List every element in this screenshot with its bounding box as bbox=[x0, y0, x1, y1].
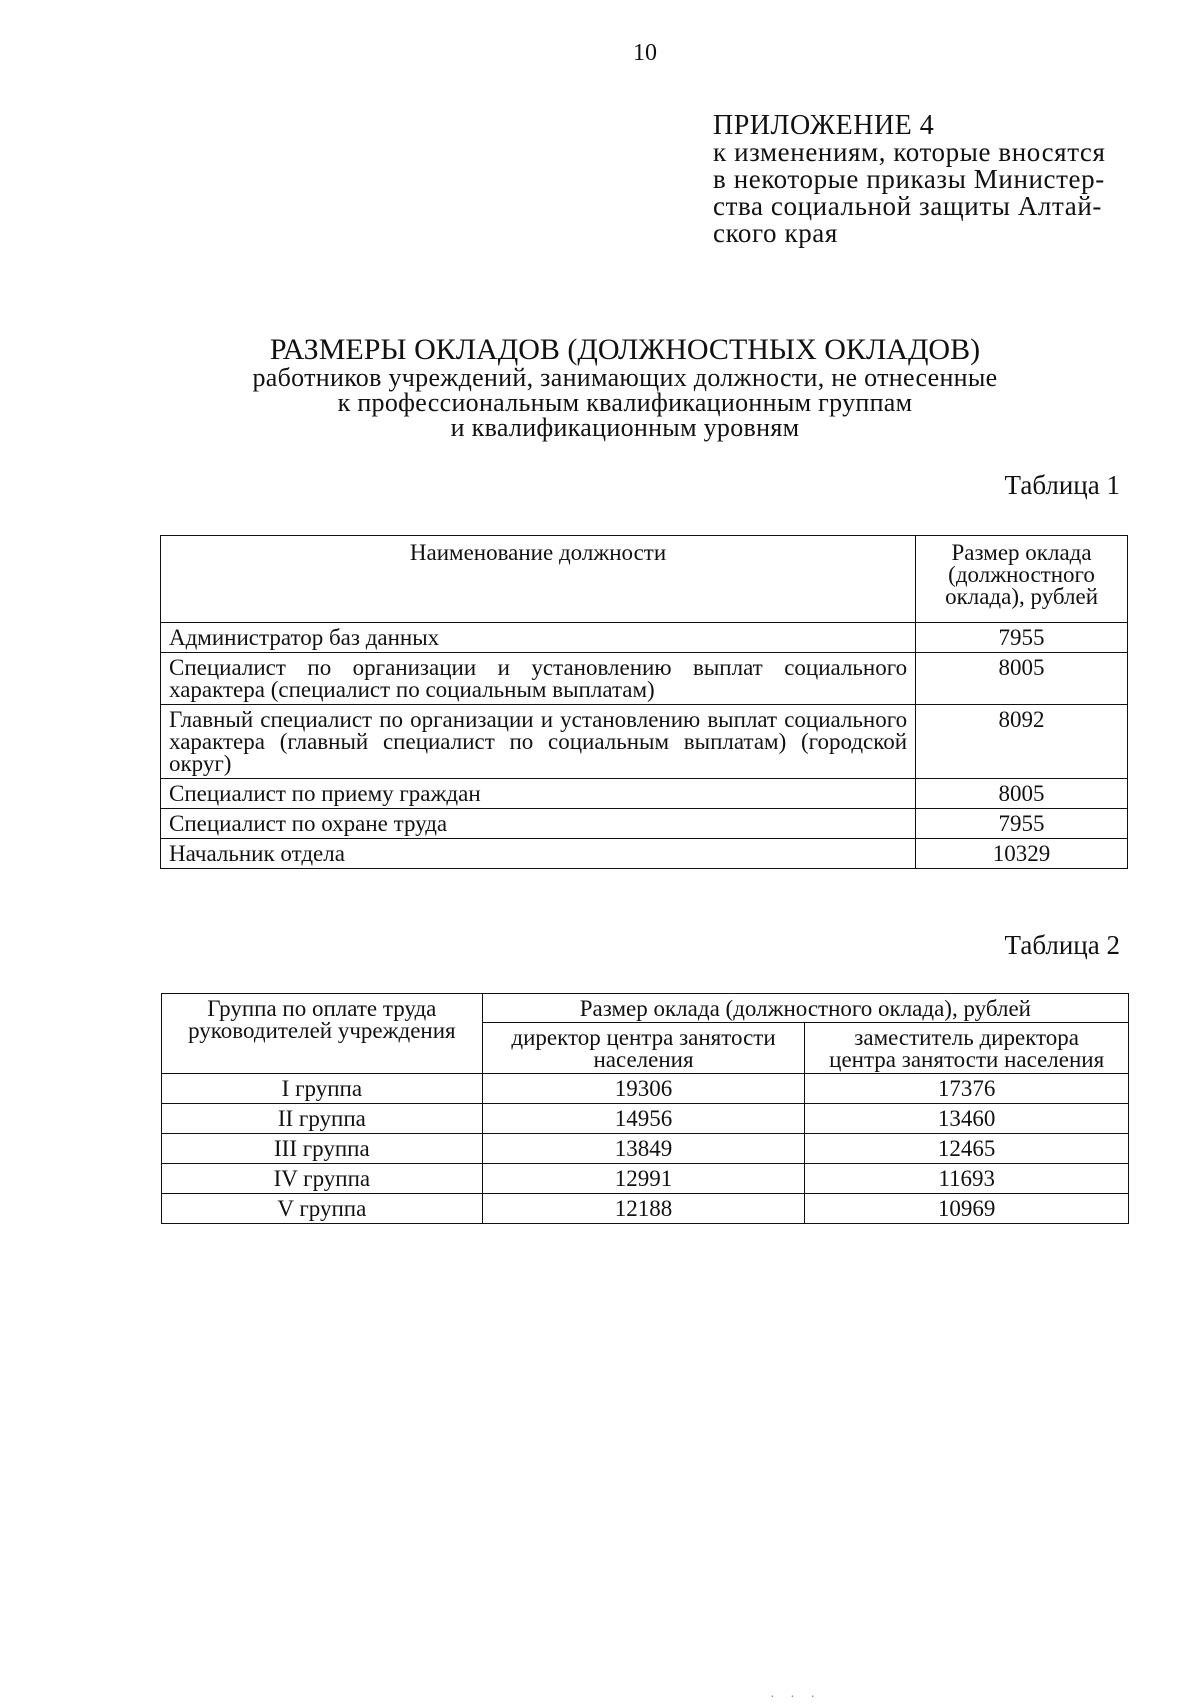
table-row bbox=[161, 623, 1128, 653]
position-name-cell: Главный специалист по организации и установлению выплат социального характера (главный специалист по социальным выплатам) (городской округ) bbox=[161, 705, 916, 779]
table-row bbox=[161, 809, 1128, 839]
group-cell: IV группа bbox=[162, 1164, 483, 1194]
scan-artifact: · · · bbox=[770, 1690, 821, 1705]
director-salary-cell: 19306 bbox=[482, 1074, 805, 1104]
table-row bbox=[162, 1134, 1129, 1164]
heading-subtitle-line: и квалификационным уровням bbox=[450, 413, 800, 442]
deputy-salary-cell: 10969 bbox=[805, 1194, 1129, 1224]
position-name-cell: Начальник отдела bbox=[161, 839, 916, 869]
manager-salary-table bbox=[161, 993, 1129, 1224]
positions-salary-table bbox=[160, 535, 1128, 869]
deputy-header-line: заместитель директора bbox=[854, 1025, 1080, 1050]
group-cell: V группа bbox=[162, 1194, 483, 1224]
group-cell: II группа bbox=[162, 1104, 483, 1134]
table-header-row bbox=[161, 536, 1128, 623]
position-name-cell: Администратор баз данных bbox=[161, 623, 916, 653]
group-header bbox=[162, 994, 483, 1074]
deputy-header bbox=[805, 1023, 1129, 1074]
position-name-cell: Специалист по приему граждан bbox=[161, 779, 916, 809]
deputy-salary-cell: 13460 bbox=[805, 1104, 1129, 1134]
director-salary-cell: 12188 bbox=[482, 1194, 805, 1224]
appendix-line: ства социальной защиты Алтай- bbox=[713, 191, 1102, 221]
table-row bbox=[161, 705, 1128, 779]
salary-header: Размер оклада (должностного оклада), рублей bbox=[482, 994, 1128, 1023]
heading-subtitle-line: к профессиональным квалификационным группам bbox=[337, 388, 913, 417]
table-row bbox=[162, 1104, 1129, 1134]
salary-cell: 8092 bbox=[916, 705, 1128, 779]
heading-subtitle-line: работников учреждений, занимающих должности, не отнесенные bbox=[252, 363, 998, 392]
group-header-line: Группа по оплате труда bbox=[207, 996, 437, 1021]
position-name-header: Наименование должности bbox=[161, 536, 916, 623]
position-name-cell: Специалист по охране труда bbox=[161, 809, 916, 839]
table-2-caption: Таблица 2 bbox=[1004, 930, 1120, 960]
appendix-line: к изменениям, которые вносятся bbox=[713, 137, 1106, 167]
director-salary-cell: 13849 bbox=[482, 1134, 805, 1164]
group-cell: I группа bbox=[162, 1074, 483, 1104]
director-salary-cell: 14956 bbox=[482, 1104, 805, 1134]
appendix-block bbox=[713, 112, 1123, 247]
salary-cell: 7955 bbox=[916, 623, 1128, 653]
table-row bbox=[162, 1074, 1129, 1104]
deputy-header-line: центра занятости населения bbox=[829, 1047, 1105, 1072]
director-header bbox=[482, 1023, 805, 1074]
table-header-row bbox=[162, 994, 1129, 1023]
position-name-cell: Специалист по организации и установлению выплат социального характера (специалист по социальным выплатам) bbox=[161, 653, 916, 705]
table-row bbox=[162, 1164, 1129, 1194]
deputy-salary-cell: 17376 bbox=[805, 1074, 1129, 1104]
group-cell: III группа bbox=[162, 1134, 483, 1164]
table-row bbox=[161, 839, 1128, 869]
document-heading bbox=[160, 335, 1090, 440]
page-number: 10 bbox=[633, 40, 657, 66]
deputy-salary-cell: 12465 bbox=[805, 1134, 1129, 1164]
table-row bbox=[161, 779, 1128, 809]
salary-cell: 10329 bbox=[916, 839, 1128, 869]
salary-header bbox=[916, 536, 1128, 623]
salary-header-line: (должностного bbox=[948, 562, 1095, 587]
director-header-line: населения bbox=[593, 1047, 694, 1072]
table-row bbox=[162, 1194, 1129, 1224]
appendix-line: ского края bbox=[713, 218, 838, 248]
director-salary-cell: 12991 bbox=[482, 1164, 805, 1194]
table-row bbox=[161, 653, 1128, 705]
appendix-line: в некоторые приказы Министер- bbox=[713, 164, 1105, 194]
salary-header-line: оклада), рублей bbox=[945, 584, 1099, 609]
heading-title: РАЗМЕРЫ ОКЛАДОВ (ДОЛЖНОСТНЫХ ОКЛАДОВ) bbox=[269, 333, 981, 366]
group-header-line: руководителей учреждения bbox=[188, 1018, 456, 1043]
table-1-caption: Таблица 1 bbox=[1004, 470, 1120, 500]
salary-cell: 8005 bbox=[916, 653, 1128, 705]
director-header-line: директор центра занятости bbox=[511, 1025, 776, 1050]
salary-header-line: Размер оклада bbox=[951, 540, 1092, 565]
deputy-salary-cell: 11693 bbox=[805, 1164, 1129, 1194]
salary-cell: 7955 bbox=[916, 809, 1128, 839]
salary-cell: 8005 bbox=[916, 779, 1128, 809]
appendix-title: ПРИЛОЖЕНИЕ 4 bbox=[713, 110, 935, 141]
